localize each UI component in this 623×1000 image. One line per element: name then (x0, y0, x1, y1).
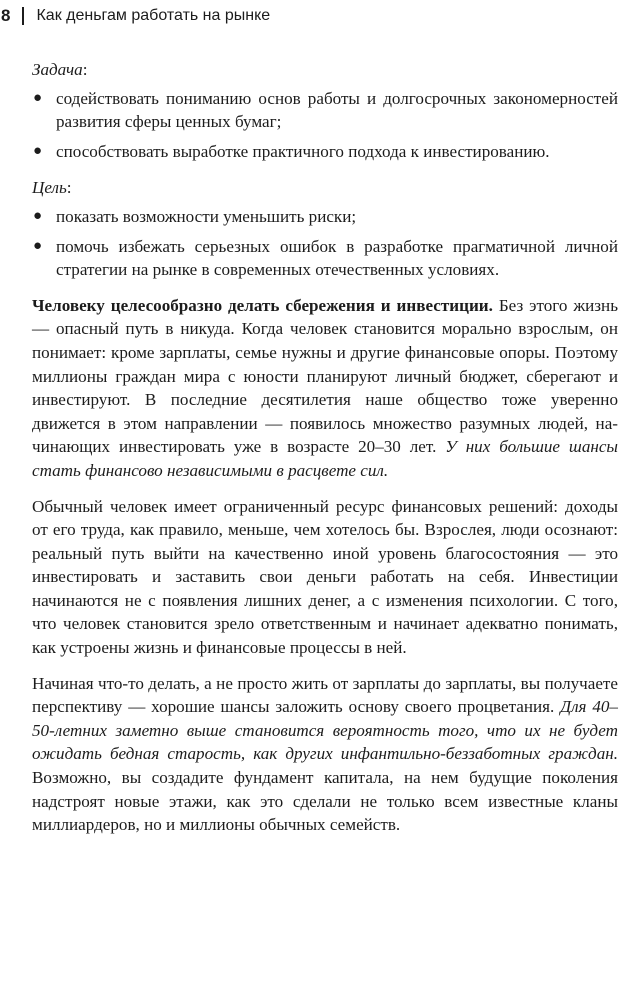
paragraph-perspective (32, 672, 618, 837)
bullet-icon: ● (33, 237, 43, 254)
task-item-text: способствовать выработке практичного подхода к инвестированию. (56, 141, 550, 161)
bullet-icon: ● (33, 89, 43, 106)
goal-list-item (32, 235, 618, 282)
paragraph-text: Без этого жизнь — опасный путь в никуда. Когда человек становится морально взрослым, он понимает: кроме зарплаты, семье нужны и другие финансовые опоры. Поэтому миллионы граждан мира с юности планируют личный бюджет, сберегают и инвестируют. В последние десятилетия наше общество тоже уверенно движется в этом направлении — появилось множество разумных людей, начинающих инвестировать уже в возрасте 20–30 лет. (32, 295, 618, 457)
page-number: 8 (1, 6, 11, 25)
header-separator (22, 7, 24, 25)
goal-label-colon: : (66, 178, 72, 198)
paragraph-italic-emphasis: У них большие шансы стать финансово независимыми в расцвете сил. (32, 437, 619, 480)
paragraph-resources (32, 495, 618, 660)
paragraph-lead-bold: Человеку целесообразно делать сбережения и инвестиции. (32, 295, 493, 315)
goal-block (32, 176, 618, 281)
task-label (32, 58, 618, 82)
goal-label-text: Цель (32, 178, 67, 198)
goal-item-text: помочь избежать серьезных ошибок в разработке прагматичной личной стратегии на рынке в современных отечественных условиях. (56, 236, 618, 280)
task-label-text: Задача (32, 60, 83, 79)
paragraph-italic-emphasis: Для 40–50-летних заметно выше становится вероятность того, что их не будет ожидать бедная старость, как других инфантильно-беззаботных граждан. (32, 697, 618, 764)
page-content (32, 58, 618, 849)
task-label-colon: : (82, 60, 88, 79)
goal-item-text: показать возможности уменьшить риски; (56, 206, 357, 226)
goal-list (32, 205, 618, 282)
paragraph-text: Обычный человек имеет ограниченный ресурс финансовых решений: доходы от его труда, как правило, меньше, чем хотелось бы. Взрослея, люди осознают: реальный путь выйти на качественно иной уровень благосостояния — это инвестировать и заставить свои деньги работать на себя. Инвестиции начинаются не с появления лишних денег, а с изменения психологии. С того, что человек становится зрело ответственным и начинает адекватно понимать, как устроены жизнь и финансовые процессы в ней. (32, 496, 618, 658)
bullet-icon: ● (33, 207, 43, 224)
paragraph-savings (32, 294, 618, 483)
task-list-item (32, 87, 618, 134)
running-header (0, 3, 270, 29)
task-item-text: содействовать пониманию основ работы и долгосрочных закономерностей развития сферы ценных бумаг; (56, 88, 618, 132)
running-title: Как деньгам работать на рынке (36, 7, 271, 24)
task-block (32, 58, 618, 163)
paragraph-text: Возможно, вы создадите фундамент капитала, на нем будущие поколения надстроят новые этажи, как это сделали не только всем известные кланы миллиардеров, но и миллионы обычных семейств. (32, 768, 618, 835)
goal-label (32, 176, 618, 200)
paragraph-text: Начиная что-то делать, а не просто жить от зарплаты до зарплаты, вы получаете перспективу — хорошие шансы заложить основу своего процветания. (32, 673, 618, 717)
goal-list-item (32, 205, 618, 229)
bullet-icon: ● (33, 142, 43, 159)
task-list (32, 87, 618, 164)
task-list-item (32, 140, 618, 164)
